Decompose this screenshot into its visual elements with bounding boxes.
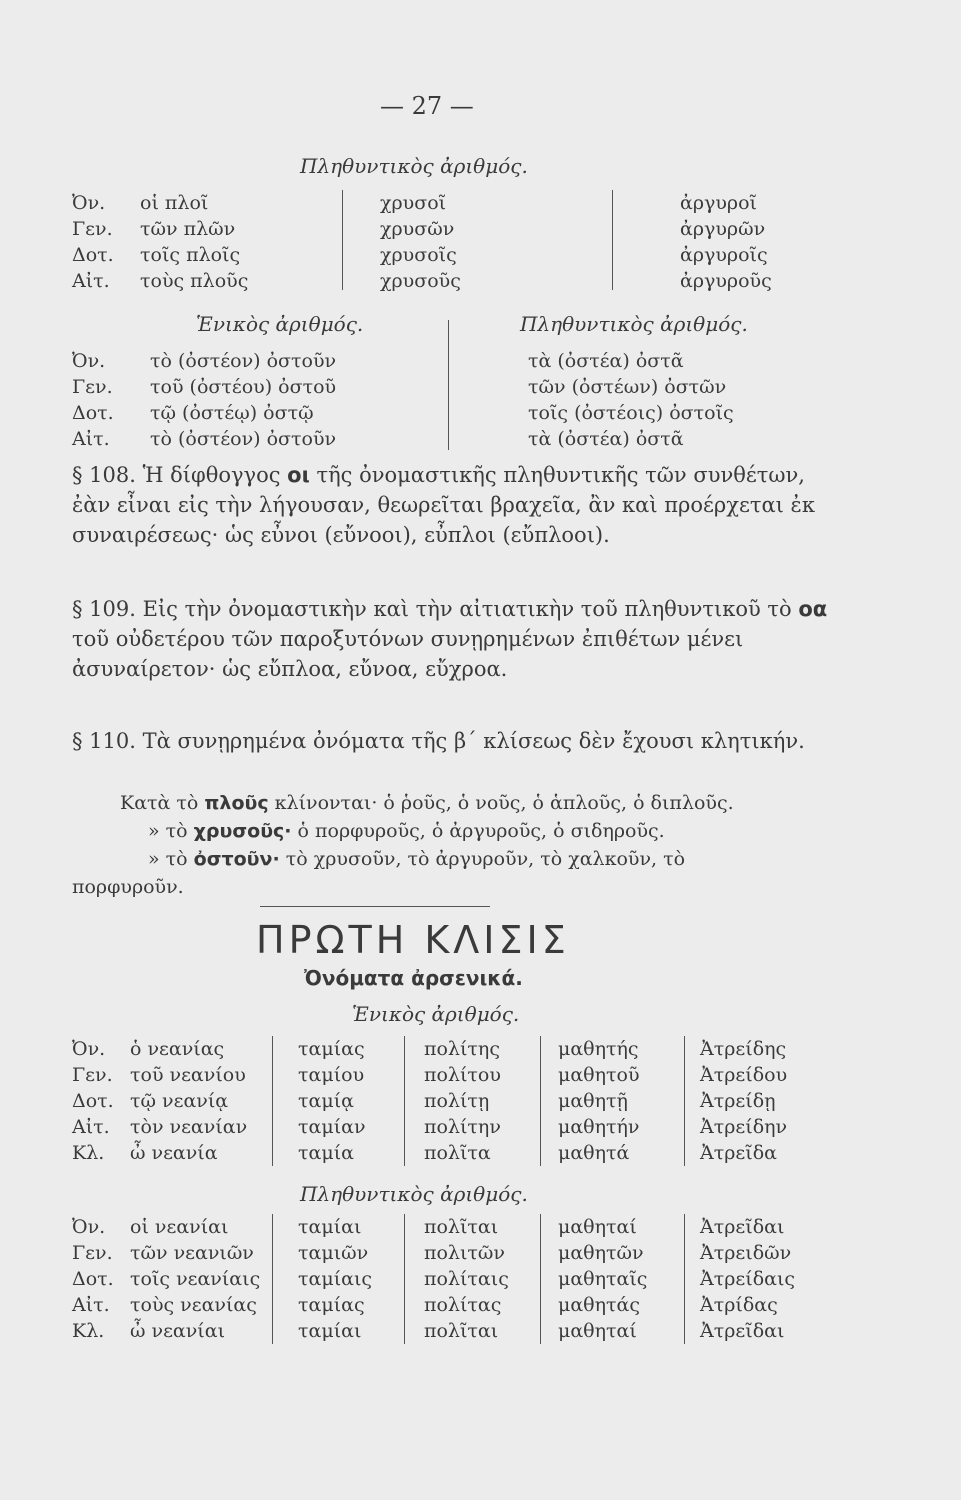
table2-left	[150, 348, 336, 452]
example-line-2-post: ὁ πορφυροῦς, ὁ ἀργυροῦς, ὁ σιδηροῦς.	[291, 820, 665, 842]
column-divider	[404, 1214, 405, 1344]
case-label: Ὀν.	[72, 1038, 106, 1060]
table-cell: Ἀτρίδας	[700, 1294, 778, 1316]
table-cell: ταμίαν	[298, 1116, 366, 1138]
column-divider	[612, 190, 613, 290]
table-cell: Ἀτρείδῃ	[700, 1090, 776, 1112]
table-cell: μαθηταί	[558, 1320, 637, 1342]
table-cell: Ἀτρείδαις	[700, 1268, 796, 1290]
case-label: Δοτ.	[72, 402, 114, 424]
table-cell: Ἀτρείδην	[700, 1116, 788, 1138]
table-cell: τοὺς νεανίας	[130, 1294, 257, 1316]
column-divider	[684, 1214, 685, 1344]
column-divider	[540, 1036, 541, 1166]
table-cell: ὦ νεανία	[130, 1142, 218, 1164]
table-cell: τῶν νεανιῶν	[130, 1242, 254, 1264]
column-divider	[448, 320, 449, 450]
table-cell: οἱ νεανίαι	[130, 1216, 229, 1238]
sg-polites	[424, 1036, 501, 1166]
column-divider	[684, 1036, 685, 1166]
table-cell: Ἀτρεῖδαι	[700, 1320, 785, 1342]
table-cell: πολίταις	[424, 1268, 509, 1290]
table-cell: τοῖς (ὀστέοις) ὀστοῖς	[528, 402, 734, 424]
declension-title: ΠΡΩΤΗ ΚΛΙΣΙΣ	[256, 918, 570, 962]
table-cell: πολῖται	[424, 1216, 499, 1238]
page-number: — 27 —	[380, 92, 474, 120]
example-line-1-bold: πλοῦς	[204, 792, 269, 814]
column-divider	[404, 1036, 405, 1166]
table-cell: χρυσῶν	[380, 218, 455, 240]
case-label: Αἰτ.	[72, 428, 110, 450]
table-cell: ὦ νεανίαι	[130, 1320, 226, 1342]
column-divider	[342, 190, 343, 290]
table-cell: Ἀτρεῖδα	[700, 1142, 777, 1164]
table-cell: ταμιῶν	[298, 1242, 369, 1264]
table-cell: μαθητά	[558, 1142, 630, 1164]
case-label: Γεν.	[72, 218, 113, 240]
table-cell: ταμία	[298, 1142, 354, 1164]
section-108	[72, 460, 832, 550]
sg-neanias	[130, 1036, 247, 1166]
case-label: Γεν.	[72, 376, 113, 398]
sg-mathetes	[558, 1036, 640, 1166]
section-109	[72, 594, 832, 684]
table1-cases	[72, 190, 114, 294]
example-line-2-pre: » τὸ	[148, 820, 194, 842]
table2-right	[528, 348, 734, 452]
table1-col-c	[680, 190, 772, 294]
pl-atreides	[700, 1214, 795, 1344]
pl-mathetes	[558, 1214, 647, 1344]
table-cell: πολιτῶν	[424, 1242, 505, 1264]
table-cell: μαθητῶν	[558, 1242, 644, 1264]
pl-polites	[424, 1214, 509, 1344]
table-cell: ταμίου	[298, 1064, 365, 1086]
case-label: Αἰτ.	[72, 270, 110, 292]
example-line-3	[148, 848, 685, 870]
table-cell: μαθητῇ	[558, 1090, 628, 1112]
table-cell: οἱ πλοῖ	[140, 192, 209, 214]
table-cell: ἀργυροῦς	[680, 270, 772, 292]
table1-header: Πληθυντικὸς ἀριθμός.	[300, 154, 528, 178]
case-label: Δοτ.	[72, 1268, 114, 1290]
example-line-4: πορφυροῦν.	[72, 876, 184, 898]
separator-line	[260, 906, 490, 907]
table-cell: χρυσοῖ	[380, 192, 447, 214]
table-cell: μαθητάς	[558, 1294, 640, 1316]
section-108-post: τῆς ὀνομαστικῆς πληθυντικῆς τῶν συνθέτων, ἐὰν εἶναι εἰς τὴν λήγουσαν, θεωρεῖται βραχεῖα, ἂν καὶ προέρχεται ἐκ συναιρέσεως· ὡς εὖνοι (εὔνοοι), εὖπλοι (εὔπλοοι).	[72, 463, 815, 547]
case-label: Δοτ.	[72, 244, 114, 266]
table-cell: τῶν (ὀστέων) ὀστῶν	[528, 376, 727, 398]
example-line-1-pre: Κατὰ τὸ	[120, 792, 205, 814]
table-cell: μαθητοῦ	[558, 1064, 640, 1086]
example-line-3-bold: ὀστοῦν·	[193, 848, 280, 870]
table-cell: Ἀτρείδου	[700, 1064, 788, 1086]
case-label: Γεν.	[72, 1064, 113, 1086]
table-cell: πολίτης	[424, 1038, 500, 1060]
table-cell: πολίτῃ	[424, 1090, 490, 1112]
sg-cases	[72, 1036, 114, 1166]
example-line-3-pre: » τὸ	[148, 848, 194, 870]
table-cell: ἀργυροῖ	[680, 192, 757, 214]
table-cell: τὰ (ὀστέα) ὀστᾶ	[528, 350, 684, 372]
example-line-1-post: κλίνονται· ὁ ῥοῦς, ὁ νοῦς, ὁ ἁπλοῦς, ὁ διπλοῦς.	[268, 792, 734, 814]
table-cell: Ἀτρειδῶν	[700, 1242, 792, 1264]
section-109-bold: οα	[798, 597, 828, 621]
column-divider	[272, 1036, 273, 1166]
table-cell: ἀργυροῖς	[680, 244, 768, 266]
example-line-3-post: τὸ χρυσοῦν, τὸ ἀργυροῦν, τὸ χαλκοῦν, τὸ	[279, 848, 686, 870]
table-cell: τὸ (ὀστέον) ὀστοῦν	[150, 350, 337, 372]
pl-tamias	[298, 1214, 372, 1344]
table2-cases	[72, 348, 114, 452]
table-cell: ταμίαι	[298, 1216, 362, 1238]
table-cell: ὁ νεανίας	[130, 1038, 225, 1060]
table1-col-b	[380, 190, 461, 294]
table-cell: τοῦ νεανίου	[130, 1064, 246, 1086]
table-cell: πολῖτα	[424, 1142, 491, 1164]
declension-subtitle: Ὀνόματα ἀρσενικά.	[304, 966, 523, 990]
singular-header: Ἑνικὸς ἀριθμός.	[352, 1002, 520, 1026]
table-cell: τῷ (ὀστέῳ) ὀστῷ	[150, 402, 314, 424]
table-cell: ταμίας	[298, 1038, 365, 1060]
table-cell: ταμίας	[298, 1294, 365, 1316]
table2-header-right: Πληθυντικὸς ἀριθμός.	[520, 312, 748, 336]
table-cell: ταμίαις	[298, 1268, 373, 1290]
table-cell: τὸ (ὀστέον) ὀστοῦν	[150, 428, 337, 450]
case-label: Κλ.	[72, 1320, 105, 1342]
table-cell: πολίτας	[424, 1294, 502, 1316]
case-label: Γεν.	[72, 1242, 113, 1264]
section-109-pre: § 109. Εἰς τὴν ὀνομαστικὴν καὶ τὴν αἰτιατικὴν τοῦ πληθυντικοῦ τὸ	[72, 597, 799, 621]
case-label: Αἰτ.	[72, 1116, 110, 1138]
table-cell: τῶν πλῶν	[140, 218, 236, 240]
table-cell: χρυσοῦς	[380, 270, 461, 292]
column-divider	[272, 1214, 273, 1344]
table-cell: μαθηταί	[558, 1216, 637, 1238]
sg-tamias	[298, 1036, 366, 1166]
example-line-1	[120, 792, 734, 814]
column-divider	[540, 1214, 541, 1344]
table-cell: Ἀτρεῖδαι	[700, 1216, 785, 1238]
table-cell: τὰ (ὀστέα) ὀστᾶ	[528, 428, 684, 450]
section-108-bold: οι	[287, 463, 310, 487]
table1-col-a	[140, 190, 248, 294]
table-cell: τοῖς νεανίαις	[130, 1268, 261, 1290]
table-cell: τὸν νεανίαν	[130, 1116, 248, 1138]
table-cell: χρυσοῖς	[380, 244, 457, 266]
table-cell: ἀργυρῶν	[680, 218, 766, 240]
table-cell: τῷ νεανίᾳ	[130, 1090, 229, 1112]
section-110: § 110. Τὰ συνῃρημένα ὀνόματα τῆς β΄ κλίσεως δὲν ἔχουσι κλητικήν.	[72, 729, 805, 753]
table-cell: ταμίαι	[298, 1320, 362, 1342]
section-108-pre: § 108. Ἡ δίφθογγος	[72, 463, 288, 487]
example-line-2-bold: χρυσοῦς·	[193, 820, 292, 842]
sg-atreides	[700, 1036, 787, 1166]
case-label: Ὀν.	[72, 350, 106, 372]
case-label: Ὀν.	[72, 1216, 106, 1238]
table-cell: τοὺς πλοῦς	[140, 270, 249, 292]
table-cell: μαθηταῖς	[558, 1268, 648, 1290]
section-109-post: τοῦ οὐδετέρου τῶν παροξυτόνων συνῃρημένων ἐπιθέτων μένει ἀσυναίρετον· ὡς εὔπλοα, εὔνοα, εὔχροα.	[72, 627, 744, 681]
case-label: Κλ.	[72, 1142, 105, 1164]
table-cell: ταμίᾳ	[298, 1090, 354, 1112]
case-label: Δοτ.	[72, 1090, 114, 1112]
table-cell: μαθητής	[558, 1038, 639, 1060]
table-cell: πολίτου	[424, 1064, 501, 1086]
table-cell: Ἀτρείδης	[700, 1038, 787, 1060]
table-cell: πολῖται	[424, 1320, 499, 1342]
table2-header-left: Ἑνικὸς ἀριθμός.	[196, 312, 364, 336]
example-line-2	[148, 820, 665, 842]
plural-header: Πληθυντικὸς ἀριθμός.	[300, 1182, 528, 1206]
case-label: Αἰτ.	[72, 1294, 110, 1316]
pl-cases	[72, 1214, 114, 1344]
table-cell: μαθητήν	[558, 1116, 640, 1138]
table-cell: πολίτην	[424, 1116, 501, 1138]
case-label: Ὀν.	[72, 192, 106, 214]
table-cell: τοῦ (ὀστέου) ὀστοῦ	[150, 376, 337, 398]
pl-neanias	[130, 1214, 260, 1344]
table-cell: τοῖς πλοῖς	[140, 244, 241, 266]
